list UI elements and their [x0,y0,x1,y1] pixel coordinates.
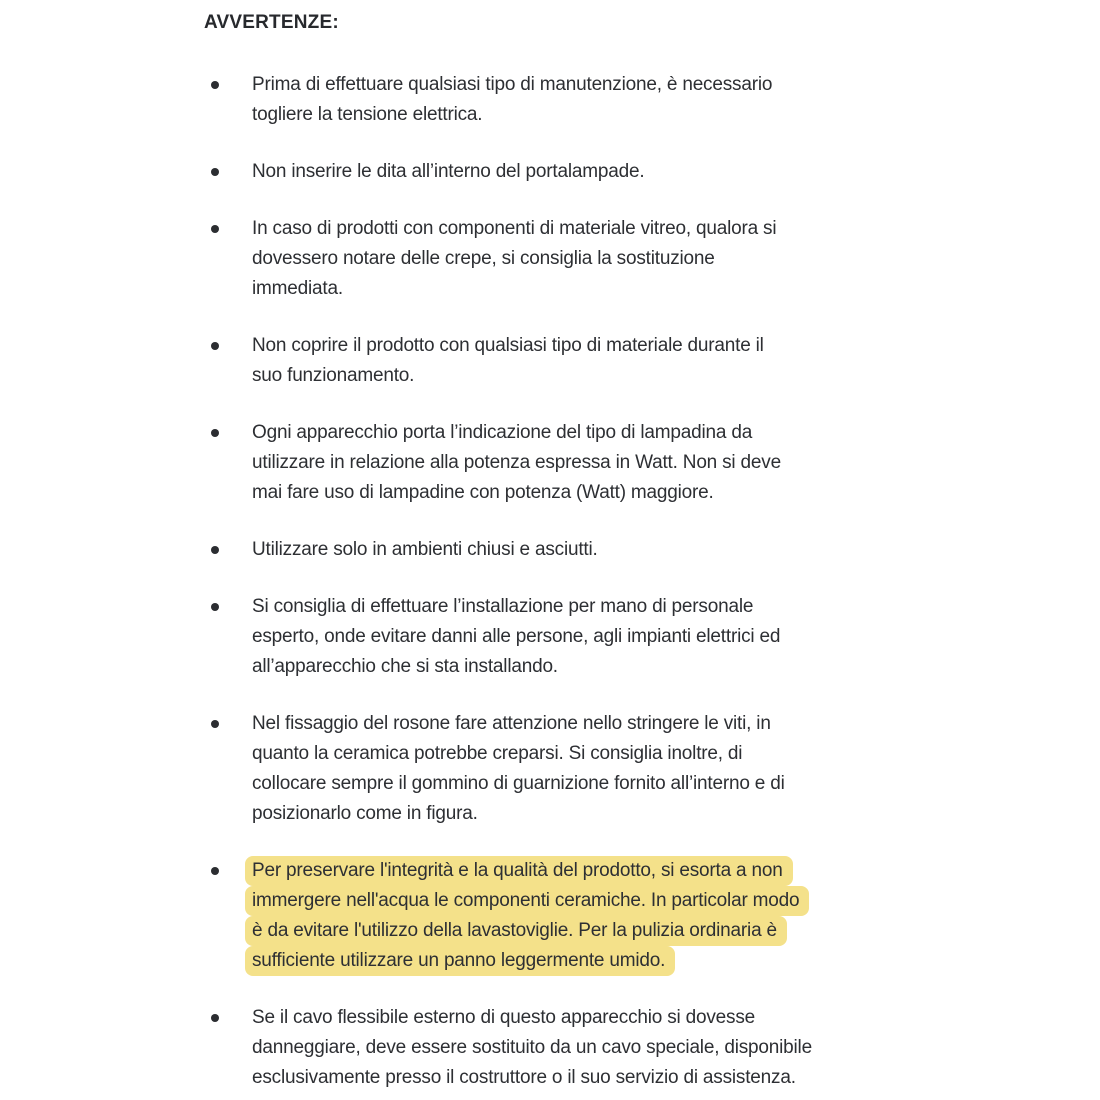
text-line: Non coprire il prodotto con qualsiasi tipo di materiale durante il [252,335,764,356]
text-line: posizionarlo come in figura. [252,803,478,824]
list-item [204,592,916,682]
text-line: Utilizzare solo in ambienti chiusi e asciutti. [252,539,598,560]
list-item [204,709,916,829]
text-line: all’apparecchio che si sta installando. [252,656,558,677]
list-item [204,535,916,565]
list-item [204,331,916,391]
list-item [204,418,916,508]
text-line: Prima di effettuare qualsiasi tipo di manutenzione, è necessario [252,74,773,95]
text-line: togliere la tensione elettrica. [252,104,483,125]
text-line: danneggiare, deve essere sostituito da un cavo speciale, disponibile [252,1037,812,1058]
bullet-icon [211,1014,219,1022]
text-line: mai fare uso di lampadine con potenza (Watt) maggiore. [252,482,714,503]
highlighted-text-line [252,916,916,946]
highlight-mark: sufficiente utilizzare un panno leggermente umido. [245,946,675,976]
bullet-icon [211,168,219,176]
list-item [204,214,916,304]
text-line: Si consiglia di effettuare l’installazione per mano di personale [252,596,754,617]
highlighted-text-line [252,856,916,886]
document-page [204,8,916,1093]
highlighted-text-line [252,946,916,976]
bullet-icon [211,603,219,611]
text-line: Non inserire le dita all’interno del portalampade. [252,161,645,182]
bullet-icon [211,720,219,728]
text-line: utilizzare in relazione alla potenza espressa in Watt. Non si deve [252,452,781,473]
text-line: Se il cavo flessibile esterno di questo apparecchio si dovesse [252,1007,756,1028]
text-line: esperto, onde evitare danni alle persone, agli impianti elettrici ed [252,626,781,647]
list-item [204,70,916,130]
list-item [204,157,916,187]
bullet-icon [211,867,219,875]
highlight-mark: immergere nell'acqua le componenti ceramiche. In particolar modo [245,886,809,916]
text-line: immediata. [252,278,343,299]
text-line: Nel fissaggio del rosone fare attenzione nello stringere le viti, in [252,713,771,734]
bullet-icon [211,546,219,554]
text-line: In caso di prodotti con componenti di materiale vitreo, qualora si [252,218,777,239]
document-title: AVVERTENZE: [204,12,339,33]
text-line: esclusivamente presso il costruttore o il suo servizio di assistenza. [252,1067,796,1088]
text-line: quanto la ceramica potrebbe creparsi. Si consiglia inoltre, di [252,743,743,764]
highlight-mark: Per preservare l'integrità e la qualità del prodotto, si esorta a non [245,856,793,886]
text-line: suo funzionamento. [252,365,415,386]
bullet-icon [211,342,219,350]
list-item-highlighted [204,856,916,976]
bullet-icon [211,225,219,233]
text-line: dovessero notare delle crepe, si consiglia la sostituzione [252,248,715,269]
highlighted-text-line [252,886,916,916]
bullet-icon [211,429,219,437]
highlight-mark: è da evitare l'utilizzo della lavastoviglie. Per la pulizia ordinaria è [245,916,787,946]
text-line: collocare sempre il gommino di guarnizione fornito all’interno e di [252,773,785,794]
bullet-icon [211,81,219,89]
list-item [204,1003,916,1093]
text-line: Ogni apparecchio porta l’indicazione del tipo di lampadina da [252,422,753,443]
